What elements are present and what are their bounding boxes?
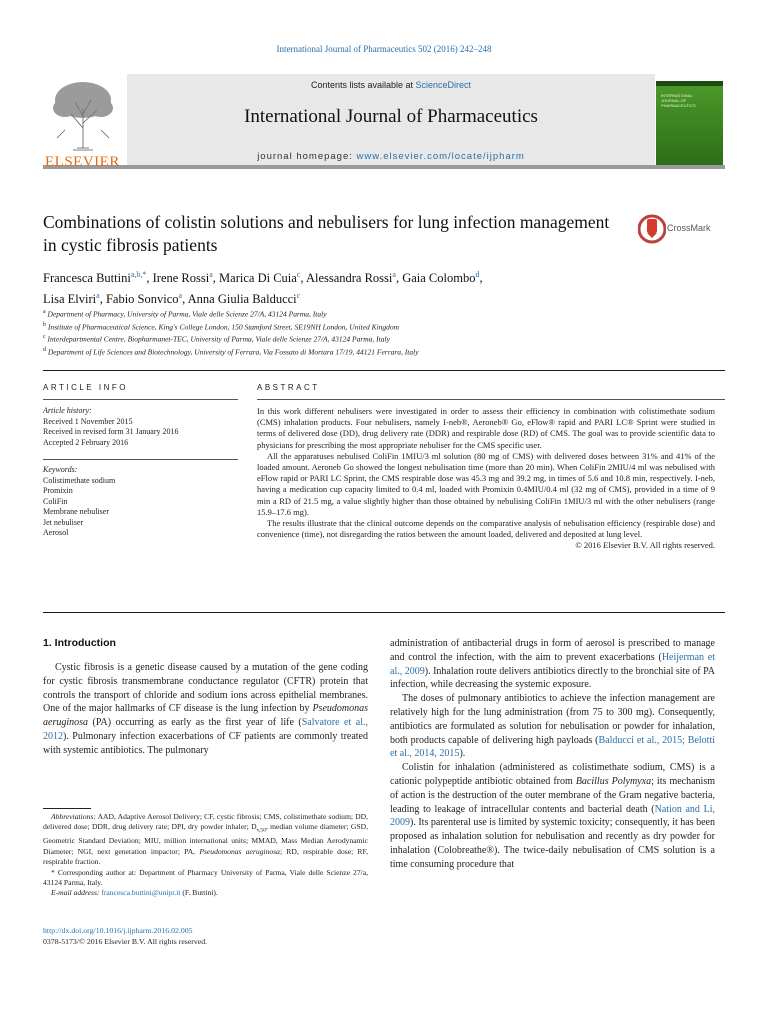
abstract-copyright: © 2016 Elsevier B.V. All rights reserved.: [575, 540, 715, 551]
email-link[interactable]: francesca.buttini@unipr.it: [101, 888, 181, 898]
author-name[interactable]: Irene Rossi: [152, 271, 210, 286]
article-info-rule: [43, 399, 238, 400]
journal-homepage: [127, 151, 655, 162]
journal-reference-link[interactable]: International Journal of Pharmaceutics 502 (2016) 242–248: [276, 44, 492, 54]
homepage-prefix: journal homepage:: [257, 151, 357, 162]
divider: [43, 612, 725, 613]
author-affiliation-marker[interactable]: a: [209, 270, 213, 279]
text-run-italic: Pseudomonas aeruginosa: [43, 703, 368, 729]
contents-availability: [127, 80, 655, 90]
citation-link[interactable]: Salvatore et al., 2012: [43, 717, 368, 742]
affiliation-text: Department of Pharmacy, University of Parma, Viale delle Scienze 27/A, 43124 Parma, Italy: [45, 309, 327, 319]
author-separator: ,: [212, 271, 220, 286]
affiliation-item: [43, 320, 723, 333]
author-name[interactable]: Lisa Elviri: [43, 292, 97, 307]
intro-paragraph: [390, 637, 715, 692]
text-run: ). Its parenteral use is limited by systemic toxicity; consequently, it has been proposed as inhalation solution for nebulisation and recently as dry powder for inhalation (Colobreathe®). The twice-daily nebulisation of CMS solution is a time consuming procedure that: [390, 817, 715, 870]
author-affiliation-marker[interactable]: a: [96, 291, 100, 301]
citation-link[interactable]: Balducci et al., 2015; Belotti et al., 2014, 2015: [390, 734, 715, 760]
text-run: ; its mechanism of action is the destruction of the outer membrane of the Gram negative bacteria, leading to leakage of intracellular contents and bacterial death (: [390, 775, 715, 815]
email-footnote: [43, 888, 368, 898]
elsevier-wordmark: ELSEVIER: [45, 154, 120, 170]
history-item: Received in revised form 31 January 2016: [43, 427, 179, 436]
intro-paragraph: [390, 761, 715, 871]
text-run: (F. Buttini).: [180, 888, 218, 898]
footnotes: [43, 812, 368, 899]
author-affiliation-marker[interactable]: a,b,*: [130, 270, 147, 279]
author-name[interactable]: Francesca Buttini: [43, 271, 131, 286]
text-run: (PA) occurring as early as the first year of life (: [88, 717, 302, 729]
affiliation-text: Interdepartmental Centre, Biopharmanet-TEC, University of Parma, Viale delle Scienze 27/A, 43124 Parma, Italy: [45, 334, 390, 344]
citation-link[interactable]: Heijerman et al., 2009: [390, 651, 716, 677]
cover-title: INTERNATIONAL JOURNAL OF PHARMACEUTICS: [661, 93, 696, 108]
keyword-item: Colistimethate sodium: [43, 475, 116, 485]
history-rule: [43, 459, 238, 460]
author-separator: ,: [395, 271, 403, 286]
affiliation-item: [43, 345, 723, 358]
abbreviations-footnote: [43, 812, 368, 868]
history-item: Received 1 November 2015: [43, 416, 133, 426]
affiliations: [43, 307, 723, 357]
affiliation-key: d: [43, 346, 46, 353]
author-name[interactable]: Gaia Colombo: [402, 271, 476, 286]
article-title: Combinations of colistin solutions and nebulisers for lung infection management in cystic fibrosis patients: [43, 212, 610, 255]
abstract-heading: ABSTRACT: [257, 383, 320, 392]
author-affiliation-marker[interactable]: a: [178, 291, 183, 301]
divider: [43, 370, 725, 371]
journal-cover-thumbnail[interactable]: [656, 81, 723, 165]
journal-title: International Journal of Pharmaceutics: [244, 106, 538, 127]
homepage-link[interactable]: www.elsevier.com/locate/ijpharm: [356, 151, 525, 162]
sciencedirect-link[interactable]: ScienceDirect: [415, 80, 472, 90]
affiliation-item: [43, 307, 723, 320]
abbreviations-label: Abbreviations:: [51, 812, 96, 821]
affiliation-key: a: [43, 309, 46, 315]
affiliation-text: Institute of Pharmaceutical Science, King's College London, 150 Stamford Street, SE19NH London, United Kingdom: [46, 322, 400, 331]
citation-link[interactable]: Nation and Li, 2009: [390, 803, 715, 829]
affiliation-item: [43, 332, 723, 345]
author-separator: ,: [300, 271, 306, 286]
doi-link[interactable]: http://dx.doi.org/10.1016/j.ijpharm.2016.02.005: [43, 926, 193, 935]
author-affiliation-marker[interactable]: c: [296, 270, 301, 279]
author-separator: ,: [146, 271, 153, 286]
text-run: ).: [459, 748, 466, 760]
intro-paragraph: [43, 661, 368, 758]
text-run: ; RD, respirable dose; RF, respirable fraction.: [43, 846, 368, 867]
text-run: Colistin for inhalation (administered as colistimethate sodium, CMS) is a cationic polypeptide antibiotic obtained from: [390, 762, 715, 787]
author-separator: ,: [99, 292, 106, 307]
crossmark-icon: [638, 214, 666, 244]
author-separator: ,: [182, 292, 188, 307]
text-run-italic: Bacillus Polymyxa: [575, 775, 652, 787]
author-separator: ,: [479, 271, 483, 286]
author-affiliation-marker[interactable]: d: [475, 270, 480, 279]
intro-paragraph: [390, 692, 715, 761]
section-heading: 1. Introduction: [43, 637, 116, 649]
affiliation-text: Department of Life Sciences and Biotechnology, University of Ferrara, Via Fossato di Mortara 17/19, 44121 Ferrara, Italy: [46, 347, 419, 356]
text-run: , median volume diameter; GSD, Geometric Standard Deviation; MIU, million international units; MMAD, Mass Median Aerodynamic Diameter; NGI, next generation impactor; PA,: [43, 822, 368, 856]
keyword-item: ColiFin: [43, 496, 68, 506]
author-affiliation-marker[interactable]: c: [296, 291, 301, 301]
abstract-paragraph: In this work different nebulisers were investigated in order to assess their efficiency in combination with colistimethate sodium (CMS) inhalation products. Four nebulisers, namely I-neb®, Aeroneb® Go, eFlow® rapid and PARI LC® Sprint were studied in terms of delivered dose (DD), drug delivery rate (DDR) and respirable dose (RD) of CMS. The goal was to provide scientific data to physicians for prescribing the most appropriate nebuliser for the CMS specific user.: [257, 406, 715, 450]
text-run: ). Pulmonary infection exacerbations of CF patients are commonly treated with systemic antibiotics. The pulmonary: [43, 730, 368, 756]
text-run: The doses of pulmonary antibiotics to achieve the infection management are relatively high for the lung administration (from 75 to 300 mg). Consequently, antibiotics are formulated as solution for nebulisation or powder for inhalation, both products capable of delivering high payloads (: [390, 693, 715, 746]
crossmark-label: CrossMark: [667, 223, 711, 233]
author-name[interactable]: Fabio Sonvico: [105, 292, 179, 307]
corresponding-author-footnote: * Corresponding author at: Department of Pharmacy University of Parma, Viale delle Scienze 27/a, 43124 Parma, Italy.: [43, 867, 368, 887]
author-name[interactable]: Alessandra Rossi: [305, 271, 393, 286]
author-name[interactable]: Anna Giulia Balducci: [187, 292, 297, 307]
author-name[interactable]: Marica Di Cuia: [219, 271, 297, 286]
article-history: [43, 406, 238, 448]
keywords-label: Keywords:: [43, 465, 78, 474]
text-run: Cystic fibrosis is a genetic disease caused by a mutation of the gene coding for cystic fibrosis transmembrane conductance regulator (CFTR) protein that controls the transport of chloride and sodium ions across epithelial membranes. One of the major hallmarks of CF disease is the lung infection by: [43, 662, 368, 715]
left-column: [43, 661, 368, 758]
abstract-paragraph: The results illustrate that the clinical outcome depends on the comparative analysis of nebulisation efficiency (respirable dose) and convenience (time), not disregarding the ratios between the amount loaded, delivered and deposited at lung level.: [257, 518, 715, 540]
footnote-rule: [43, 808, 91, 809]
affiliation-key: c: [43, 334, 46, 340]
elsevier-tree-icon: [43, 78, 123, 152]
history-item: Accepted 2 February 2016: [43, 437, 129, 447]
keyword-item: Promixin: [43, 486, 73, 495]
issn-line: 0378-5173/© 2016 Elsevier B.V. All rights reserved.: [43, 937, 208, 946]
right-column: [390, 637, 715, 872]
article-info-heading: ARTICLE INFO: [43, 383, 128, 392]
abstract-body: [257, 406, 715, 552]
journal-masthead: [43, 74, 725, 169]
author-list: [43, 266, 723, 308]
text-run: ). Inhalation route delivers antibiotics directly to the bronchial site of PA infection, while decreasing the systemic exposure.: [390, 665, 715, 691]
text-run-subscript: v,50: [256, 827, 266, 834]
elsevier-logo[interactable]: [43, 78, 123, 168]
cover-stripe: [656, 81, 723, 86]
text-run-italic: Pseudomonas aeruginosa: [199, 846, 280, 856]
history-label: Article history:: [43, 406, 92, 415]
keyword-item: Membrane nebuliser: [43, 507, 109, 516]
keyword-item: Aerosol: [43, 528, 69, 537]
contents-prefix: Contents lists available at: [310, 80, 416, 90]
keywords: [43, 465, 238, 539]
abstract-paragraph: All the apparatuses nebulised ColiFin 1MIU/3 ml solution (80 mg of CMS) with delivered doses between 31% and 41% of the loaded amount. Aeroneb Go showed the longest nebulisation time (more than 20 min). When ColiFin 2MIU/4 ml was nebulised with eFlow rapid or PARI LC Sprint, the CMS respirable dose was 45.3 mg and 39.2 mg, in times of 5.6 and 10.8 min, respectively. I-neb, having a medication cup capacity limited to 0.4 ml, loaded with Promixin 0.4MIU/0.4 ml (32 mg of CMS), provided in a time of 9 min a RD of 21.5 mg, a value slightly higher than those obtained by nebulising ColiFin 1MIU/3 ml with the other nebulisers (range 15.9–17.6 mg).: [257, 450, 715, 517]
text-run: AAD, Adaptive Aerosol Delivery; CF, cystic fibrosis; CMS, colistimethate sodium; DD, delivered dose; DDR, drug delivery rate; DPI, dry powder inhaler; D: [43, 812, 368, 832]
abstract-rule: [257, 399, 725, 400]
doi-block: [43, 925, 207, 947]
email-label: E-mail address:: [51, 888, 102, 898]
keyword-item: Jet nebuliser: [43, 517, 84, 527]
crossmark-badge[interactable]: [638, 214, 718, 244]
masthead-center-panel: [127, 74, 655, 165]
author-affiliation-marker[interactable]: a: [392, 270, 396, 279]
text-run: administration of antibacterial drugs in form of aerosol is prescribed to manage and control the infection, with the aim to prevent exacerbations (: [390, 638, 715, 663]
affiliation-key: b: [43, 321, 46, 328]
